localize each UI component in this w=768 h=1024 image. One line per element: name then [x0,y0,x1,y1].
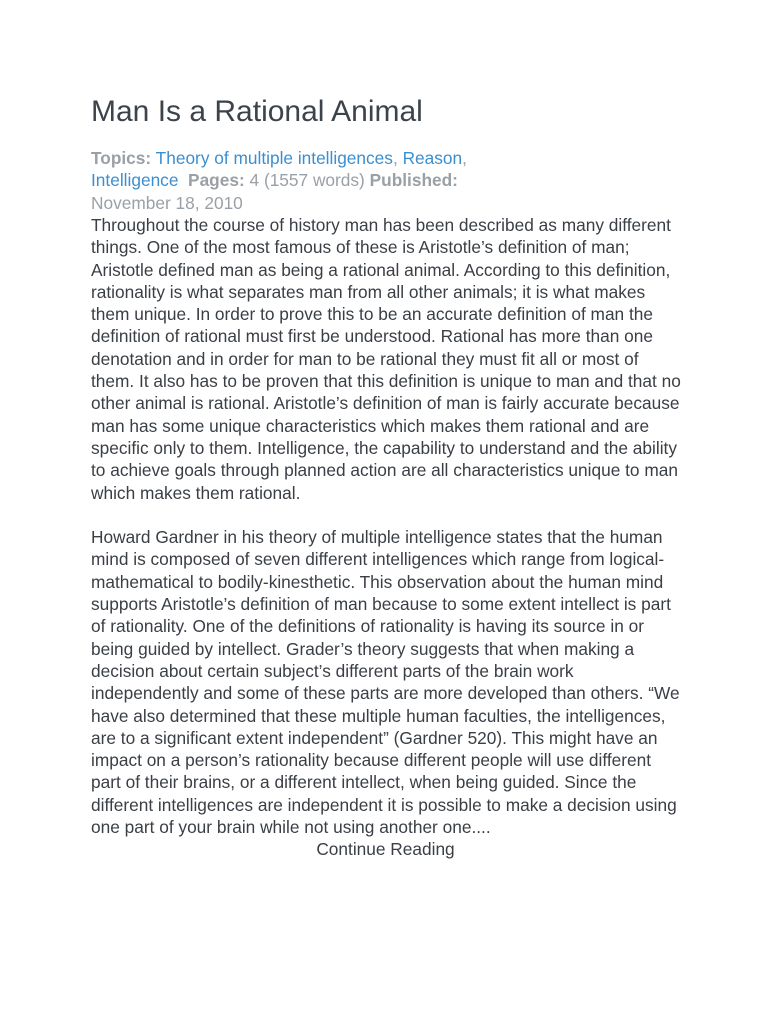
topic-separator: , [392,148,398,168]
pages-label: Pages: [188,170,245,191]
essay-paragraph: Howard Gardner in his theory of multiple intelligence states that the human mind is composed of seven different intelligences which range from logical-mathematical to bodily-kinesthetic. This observation about the human mind supports Aristotle’s definition of man because to some extent intellect is part of rationality. One of the definitions of rationality is having its source in or being guided by intellect. Grader’s theory suggests that when making a decision about certain subject’s different parts of the brain work independently and some of these parts are more developed than others. “We have also determined that these multiple human faculties, the intelligences, are to a significant extent independent” (Gardner 520). This might have an impact on a person’s rationality because different people will use different part of their brains, or a different intellect, when being guided. Since the different intelligences are independent it is possible to make a decision using one part of your brain while not using another one.... [91,527,680,838]
topic-link-reason[interactable]: Reason [402,148,463,168]
essay-title: Man Is a Rational Animal [91,95,423,128]
published-label: Published: [369,170,458,191]
topics-label: Topics: [91,148,152,168]
published-date: November 18, 2010 [91,192,243,213]
pages-value: 4 (1557 words) [249,170,365,191]
essay-meta [91,147,531,214]
topic-link-intelligence[interactable]: Intelligence [91,170,179,191]
essay-body [91,214,681,861]
topic-separator: , [462,148,467,168]
essay-paragraph: Throughout the course of history man has been described as many different things. One of the most famous of these is Aristotle’s definition of man; Aristotle defined man as being a rational animal. According to this definition, rationality is what separates man from all other animals; it is what makes them unique. In order to prove this to be an accurate definition of man the definition of rational must first be understood. Rational has more than one denotation and in order for man to be rational they must fit all or most of them. It also has to be proven that this definition is unique to man and that no other animal is rational. Aristotle’s definition of man is fairly accurate because man has some unique characteristics which makes them rational and are specific only to them. Intelligence, the capability to understand and the ability to achieve goals through planned action are all characteristics unique to man which makes them rational. [91,215,681,503]
continue-reading-link[interactable]: Continue Reading [316,839,455,860]
topic-link-multiple-intelligences[interactable]: Theory of multiple intelligences [155,148,393,168]
